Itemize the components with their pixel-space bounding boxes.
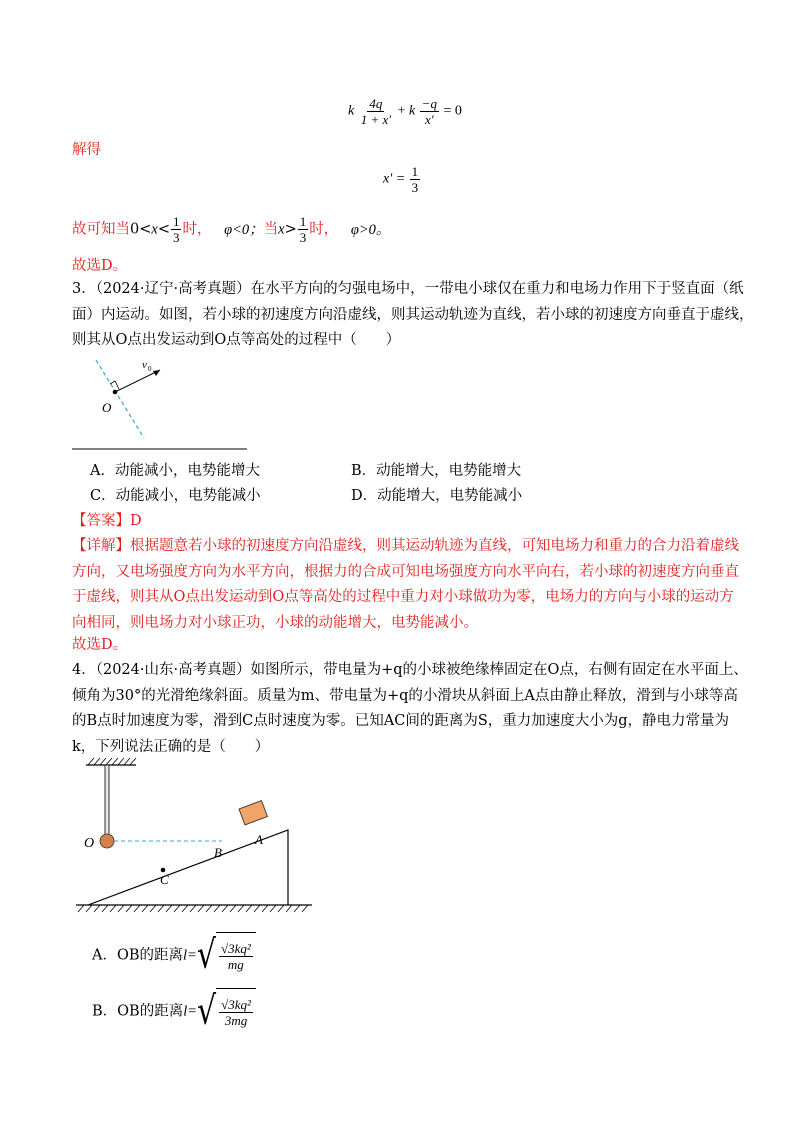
q3-answer: 【答案】D: [72, 513, 142, 529]
eq1-frac1: $\frac{4q}{1 + x'}$: [360, 96, 392, 127]
answer-line-1: 故选D。: [72, 258, 128, 274]
ground-hatch: [78, 905, 308, 912]
conclusion-frac-2: $\frac{1}{3}$: [299, 214, 307, 245]
eq1-k2: k: [408, 103, 416, 119]
eq1-plus: +: [397, 103, 406, 119]
label-a: A: [255, 832, 263, 847]
label-v: v: [142, 359, 147, 371]
label-b: B: [214, 845, 222, 860]
label-o: O: [84, 836, 95, 851]
eq1-frac2: $\frac{-q}{x'}$: [421, 96, 437, 127]
label-v-sub: 0: [148, 365, 152, 373]
solve-label: 解得: [72, 142, 101, 158]
insulating-rod: [105, 765, 109, 836]
eq2-frac: $\frac{1}{3}$: [411, 164, 419, 195]
point-o: [113, 390, 118, 395]
velocity-arrow: [115, 370, 160, 392]
q4-figure: [72, 756, 322, 916]
ceiling-hatch: [88, 758, 136, 765]
label-o: O: [102, 400, 112, 415]
conclusion-frac-1: $\frac{1}{3}$: [172, 214, 180, 245]
label-c: C: [160, 872, 169, 887]
q3-option-d: D．动能增大，电势能减小: [351, 488, 523, 504]
q4-option-b: B．OB的距离l= √ $\frac{\text{√3kq²}}{3mg}$: [92, 988, 256, 1035]
q3-final: 故选D。: [72, 637, 128, 653]
equation-1: [348, 96, 462, 127]
charged-ball: [100, 834, 114, 848]
q3-detail: 【详解】根据题意若小球的初速度方向沿虚线，则其运动轨迹为直线，可知电场力和重力的合力沿着虚线 方向，又电场强度方向为水平方向，根据力的合成可知电场强度方向水平向右，若小球的初速度方向垂直 于虚线，则其从O点出发运动到O点等高处的过程中重力对小球做功为零，电场力的方向与小球的运动方 向相同，则电场力对小球正功，小球的动能增大，电势能减小。: [72, 538, 739, 631]
eq1-k1: k: [348, 103, 355, 119]
eq1-rhs: = 0: [443, 103, 462, 119]
conclusion-line: 故可知当0<x< $\frac{1}{3}$ 时， φ<0；当x> $\frac{1}{3}$ 时， φ>0。: [72, 214, 391, 245]
sqrt-b: √ $\frac{\text{√3kq²}}{3mg}$: [197, 988, 256, 1035]
dashed-line: [96, 360, 144, 438]
sqrt-a: √ $\frac{\text{√3kq²}}{mg}$: [197, 932, 256, 979]
q4-stem: 4．（2024·山东·高考真题）如图所示，带电量为+q的小球被绝缘棒固定在O点，右侧有固定在水平面上、 倾角为30°的光滑绝缘斜面。质量为m、带电量为+q的小滑块从斜面上A点由静止释放，滑到与小球等高 的B点时加速度为零，滑到C点时速度为零。已知AC间的距离为S，重力加速度大小为g，静电力常量为 k，下列说法正确的是（ ）: [72, 662, 748, 755]
q3-stem: 3．（2024·辽宁·高考真题）在水平方向的匀强电场中，一带电小球仅在重力和电场力作用下于竖直面（纸 面）内运动。如图，若小球的初速度方向沿虚线，则其运动轨迹为直线，若小球的初速度方向垂直于虚线， 则其从O点出发运动到O点等高处的过程中（ ）: [72, 281, 754, 348]
equation-2: [383, 164, 421, 195]
q4-option-a: A．OB的距离l= √ $\frac{\text{√3kq²}}{mg}$: [92, 932, 256, 979]
eq2-lhs: x' =: [383, 171, 406, 187]
q3-option-b: B．动能增大，电势能增大: [351, 463, 522, 479]
q3-figure: [72, 350, 252, 460]
slider-block: [239, 801, 267, 825]
q3-option-a: A．动能减小，电势能增大: [90, 463, 260, 479]
q3-option-c: C．动能减小，电势能减小: [90, 488, 261, 504]
